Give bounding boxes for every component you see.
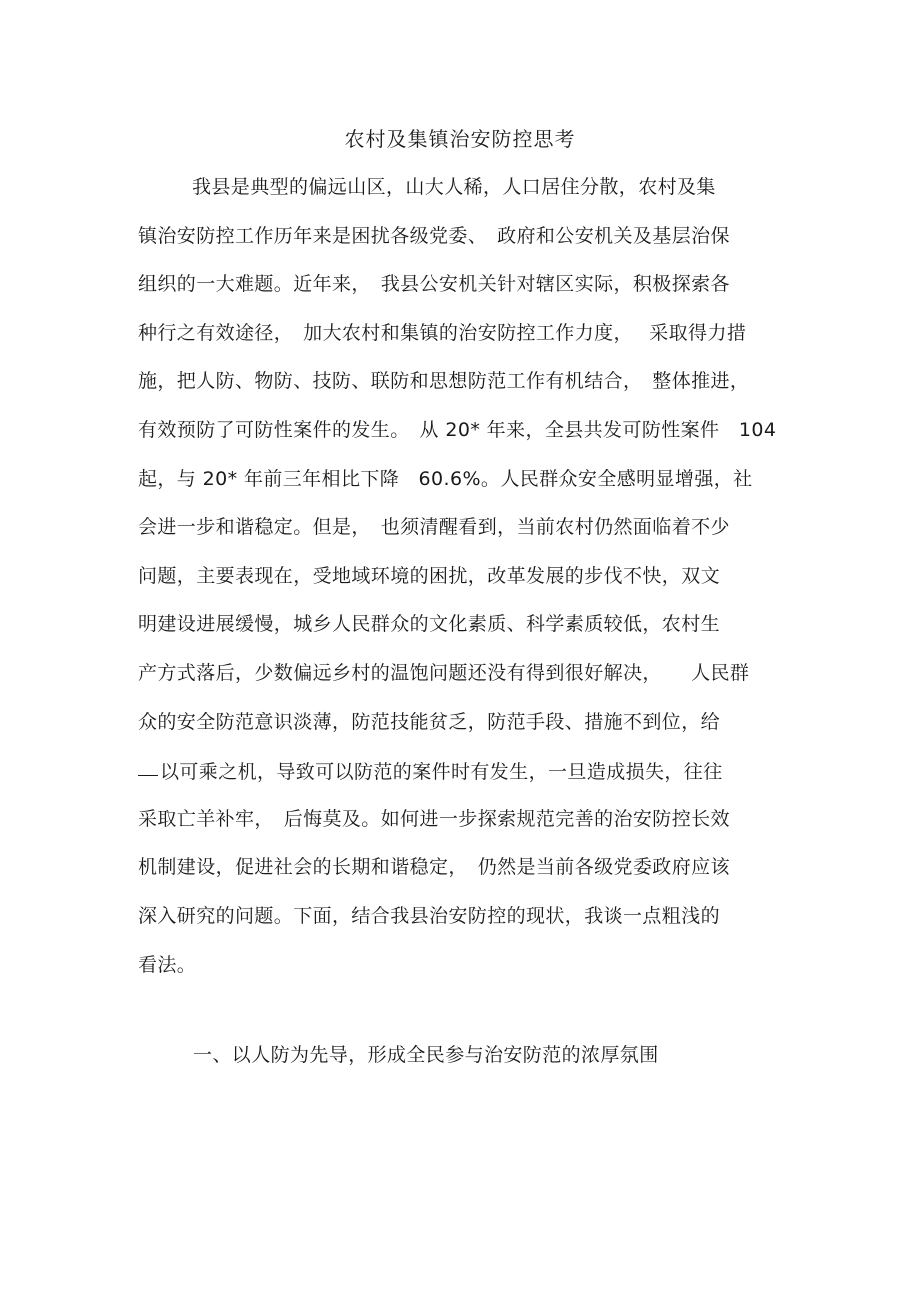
section-heading: 一、以人防为先导，形成全民参与治安防范的浓厚氛围	[193, 1044, 659, 1066]
paragraph-line: 采取亡羊补牢， 后悔莫及。如何进一步探索规范完善的治安防控长效	[138, 807, 730, 830]
paragraph-line: 深入研究的问题。下面，结合我县治安防控的现状，我谈一点粗浅的	[138, 904, 721, 927]
paragraph-line: 我县是典型的偏远山区，山大人稀，人口居住分散，农村及集	[192, 176, 716, 198]
paragraph-line: 镇治安防控工作历年来是困扰各级党委、 政府和公安机关及基层治保	[138, 224, 730, 247]
paragraph-line-text: 以可乘之机，导致可以防范的案件时有发生，一旦造成损失，往往	[160, 761, 723, 784]
paragraph-line-with-blank	[138, 753, 788, 802]
paragraph-line: 问题，主要表现在，受地域环境的困扰，改革发展的步伐不快，双文	[138, 564, 721, 587]
paragraph-line: 看法。	[138, 953, 197, 976]
blank-underline	[138, 753, 158, 776]
paragraph-line: 机制建设，促进社会的长期和谐稳定， 仍然是当前各级党委政府应该	[138, 856, 730, 879]
paragraph-line: 种行之有效途径， 加大农村和集镇的治安防控工作力度， 采取得力措	[138, 321, 747, 344]
paragraph-line: 组织的一大难题。近年来， 我县公安机关针对辖区实际，积极探索各	[138, 273, 730, 296]
paragraph-line: 有效预防了可防性案件的发生。 从 20* 年来，全县共发可防性案件 104	[138, 418, 777, 441]
paragraph-line: 众的安全防范意识淡薄，防范技能贫乏，防范手段、措施不到位，给	[138, 710, 721, 733]
paragraph-line: 起，与 20* 年前三年相比下降 60.6%。人民群众安全感明显增强，社	[138, 467, 753, 490]
body-paragraph	[138, 170, 788, 996]
paragraph-line: 施，把人防、物防、技防、联防和思想防范工作有机结合， 整体推进，	[138, 370, 750, 393]
document-title: 农村及集镇治安防控思考	[344, 127, 576, 151]
paragraph-line: 产方式落后，少数偏远乡村的温饱问题还没有得到很好解决， 人民群	[138, 661, 750, 684]
paragraph-line: 会进一步和谐稳定。但是， 也须清醒看到，当前农村仍然面临着不少	[138, 516, 730, 539]
paragraph-line: 明建设进展缓慢，城乡人民群众的文化素质、科学素质较低，农村生	[138, 613, 721, 636]
